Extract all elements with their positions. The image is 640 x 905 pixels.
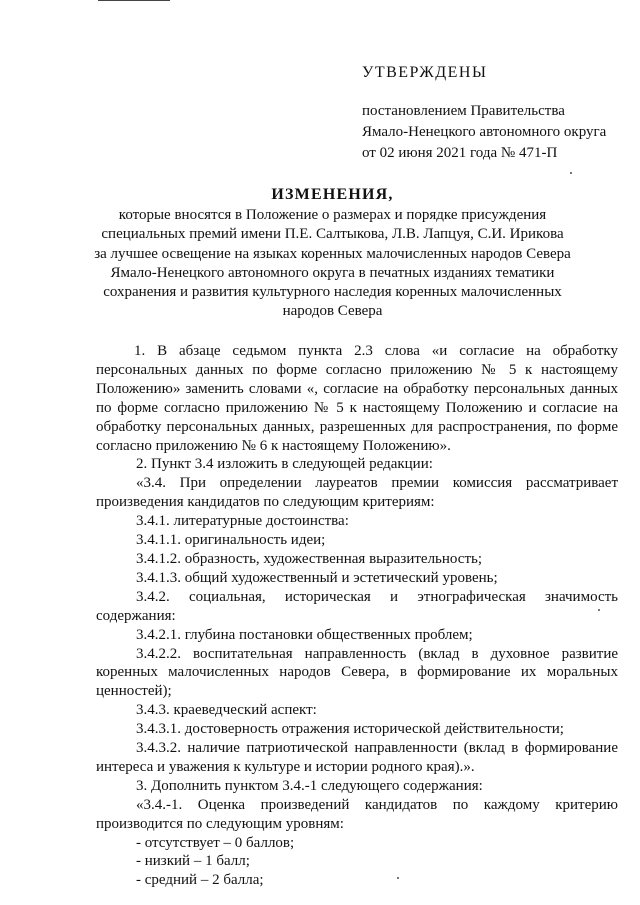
subtitle-line: сохранения и развития культурного наследия коренных малочисленных — [103, 284, 562, 301]
paragraph: 3.4.1.1. оригинальность идеи; — [136, 532, 326, 549]
paragraph — [96, 645, 618, 702]
list-item: - средний – 2 балла; — [136, 872, 264, 889]
paragraph — [96, 474, 618, 512]
text-line: персональных данных по форме согласно приложению № 5 к настоящему — [96, 361, 618, 378]
text-line: содержания: — [96, 607, 176, 624]
text-line: «3.4. При определении лауреатов премии комиссия рассматривает — [136, 475, 618, 492]
text-line: согласно приложению № 6 к настоящему Положению». — [96, 437, 451, 454]
scan-speck — [598, 609, 600, 611]
subtitle-line: Ямало-Ненецкого автономного округа в печатных изданиях тематики — [110, 264, 555, 281]
document-title: ИЗМЕНЕНИЯ, — [271, 186, 394, 203]
text-line: ценностей); — [96, 683, 172, 700]
subtitle-line: народов Севера — [282, 303, 383, 320]
subtitle-line: которые вносятся в Положение о размерах и порядке присуждения — [118, 207, 547, 223]
paragraph: 3.4.1.3. общий художественный и эстетический уровень; — [136, 569, 498, 586]
paragraph — [96, 342, 618, 455]
scan-speck — [397, 877, 399, 879]
text-line: интереса и уважения к культуре и истории родного края).». — [96, 758, 475, 775]
top-rule — [98, 0, 170, 1]
paragraph: 3.4.3.1. достоверность отражения исторической действительности; — [136, 721, 564, 738]
approval-heading: УТВЕРЖДЕНЫ — [362, 64, 488, 81]
paragraph — [96, 588, 618, 626]
subtitle-line: специальных премий имени П.Е. Салтыкова, Л.В. Лапцуя, С.И. Ирикова — [101, 226, 564, 243]
text-line: коренных малочисленных народов Севера, в формирование их моральных — [96, 664, 618, 681]
scan-speck — [570, 172, 572, 174]
approval-line: от 02 июня 2021 года № 471-П — [362, 145, 558, 161]
paragraph: 3.4.2.1. глубина постановки общественных проблем; — [136, 626, 473, 643]
text-line: 3.4.2.2. воспитательная направленность (вклад в духовное развитие — [136, 645, 618, 662]
title-block — [80, 184, 585, 322]
text-line: по форме согласно приложению № 5 к настоящему Положению и согласие на — [96, 399, 618, 416]
approval-line: постановлением Правительства — [362, 103, 565, 119]
text-line: обработку персональных данных, разрешенных для распространения, по форме — [96, 418, 618, 435]
paragraph: 3. Дополнить пунктом 3.4.-1 следующего содержания: — [136, 777, 483, 794]
text-line: Положению» заменить словами «, согласие на обработку персональных данных — [96, 380, 618, 397]
text-line: производится по следующим уровням: — [96, 815, 344, 832]
paragraph: 3.4.1.2. образность, художественная выразительность; — [136, 550, 483, 567]
paragraph: 3.4.1. литературные достоинства: — [136, 513, 349, 530]
list-item: - низкий – 1 балл; — [136, 853, 250, 870]
subtitle-line: за лучшее освещение на языках коренных малочисленных народов Севера — [94, 245, 571, 262]
approval-details — [362, 101, 606, 164]
document-subtitle — [80, 206, 585, 322]
text-line: «3.4.-1. Оценка произведений кандидатов по каждому критерию — [136, 796, 618, 813]
document-body — [96, 342, 618, 890]
paragraph: 2. Пункт 3.4 изложить в следующей редакции: — [136, 456, 433, 473]
text-line: произведения кандидатов по следующим критериям: — [96, 494, 435, 511]
list-item: - отсутствует – 0 баллов; — [136, 834, 295, 851]
text-line: 1. В абзаце седьмом пункта 2.3 слова «и согласие на обработку — [134, 343, 618, 359]
paragraph — [96, 739, 618, 777]
text-line: 3.4.2. социальная, историческая и этнографическая значимость — [136, 588, 618, 605]
text-line: 3.4.3.2. наличие патриотической направленности (вклад в формирование — [136, 740, 618, 757]
approval-line: Ямало-Ненецкого автономного округа — [362, 124, 607, 140]
paragraph: 3.4.3. краеведческий аспект: — [136, 702, 317, 719]
paragraph — [96, 796, 618, 834]
